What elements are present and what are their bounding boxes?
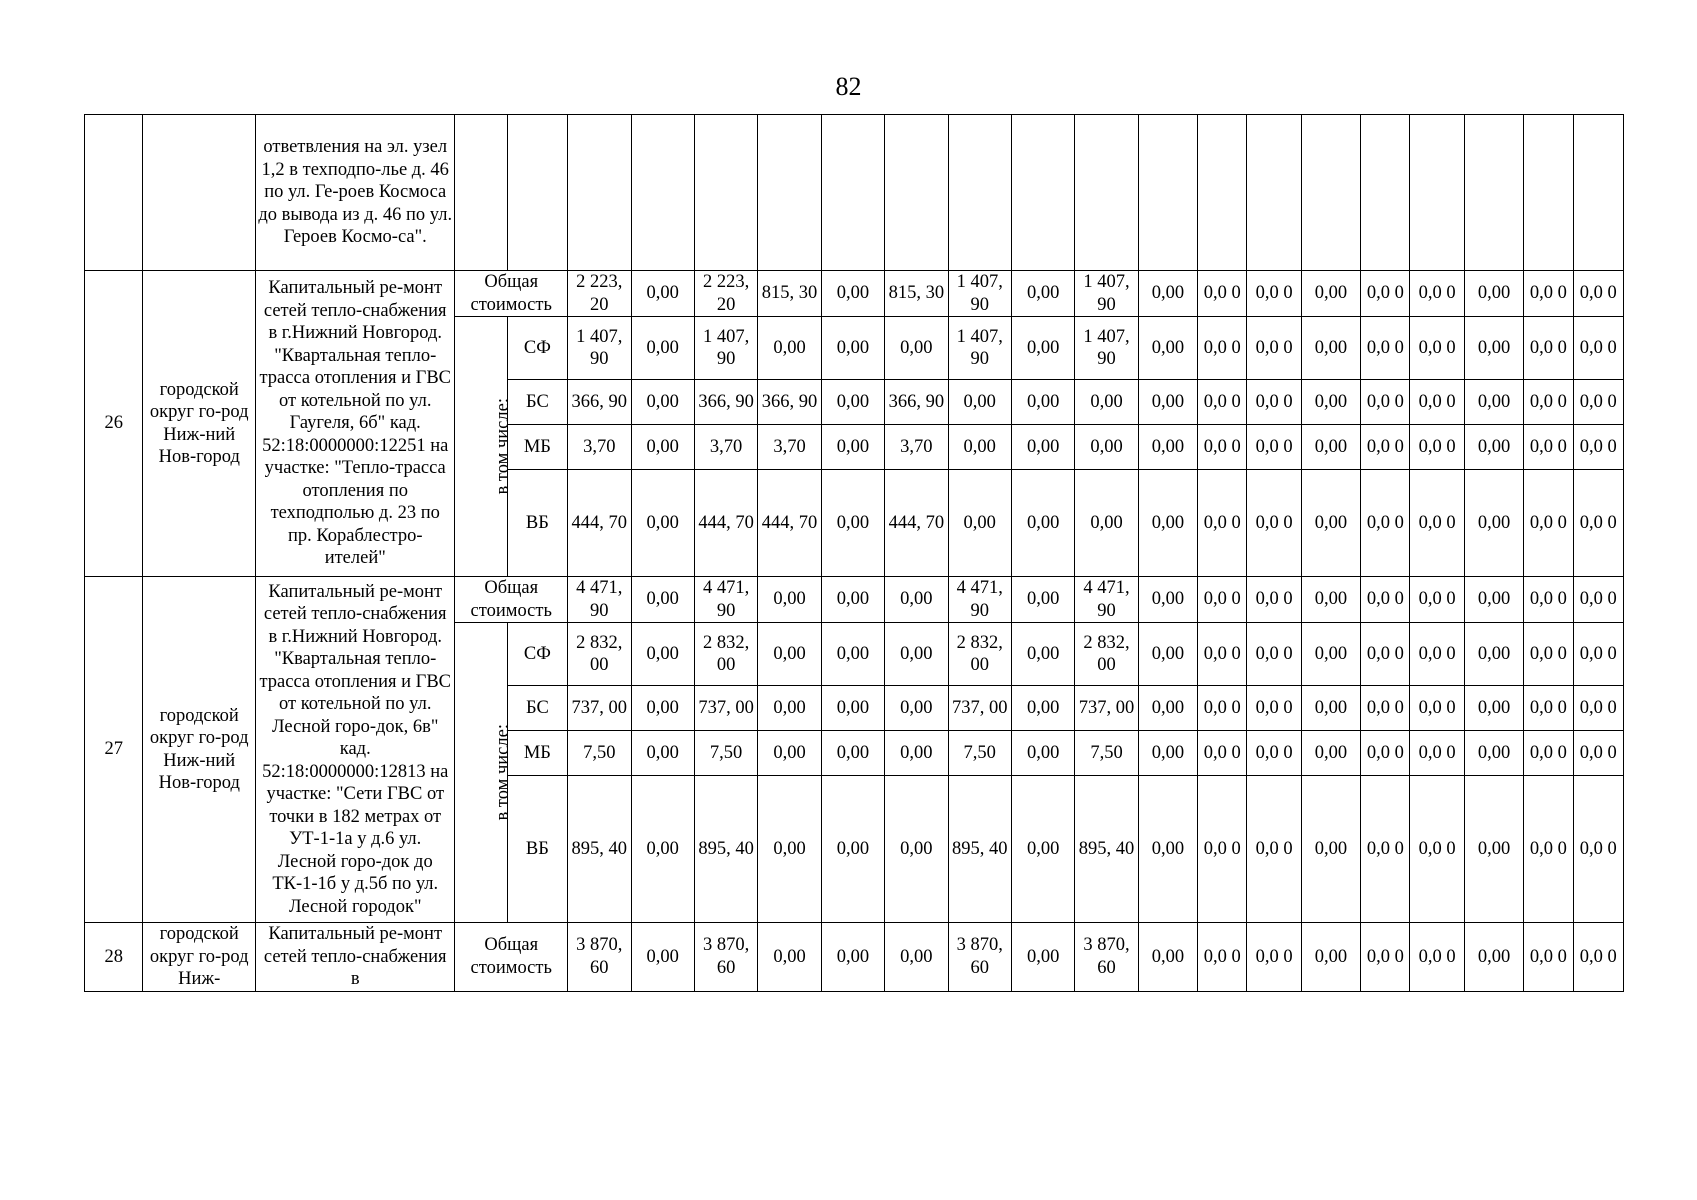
table-row: [85, 115, 1624, 271]
value-cell: 0,00: [1301, 686, 1360, 731]
value-cell: 0,00: [885, 623, 948, 686]
value-cell: 0,0 0: [1573, 317, 1624, 380]
value-cell: 0,0 0: [1524, 923, 1573, 992]
value-cell: 0,00: [758, 577, 821, 623]
value-cell: 0,0 0: [1198, 623, 1247, 686]
value-cell: 0,0 0: [1247, 776, 1301, 923]
value-cell: 0,00: [1301, 577, 1360, 623]
row-number-cell: 28: [85, 923, 143, 992]
value-cell: [948, 115, 1011, 271]
value-cell: 0,00: [1464, 776, 1523, 923]
value-cell: 0,00: [1464, 923, 1523, 992]
value-cell: 0,00: [1301, 470, 1360, 577]
value-cell: 0,00: [1464, 623, 1523, 686]
value-cell: 0,00: [1075, 380, 1138, 425]
value-cell: 4 471, 90: [694, 577, 757, 623]
value-cell: 0,0 0: [1247, 686, 1301, 731]
funding-table: [84, 114, 1624, 992]
value-cell: 0,0 0: [1198, 923, 1247, 992]
value-cell: 0,00: [821, 470, 884, 577]
value-cell: 0,00: [821, 923, 884, 992]
value-cell: 0,00: [758, 776, 821, 923]
value-cell: 0,00: [1464, 317, 1523, 380]
value-cell: 895, 40: [1075, 776, 1138, 923]
description-cell: ответвления на эл. узел 1,2 в техподпо-лье д. 46 по ул. Ге-роев Космоса до вывода из д. 46 по ул. Героев Космо-са".: [256, 115, 455, 271]
value-cell: [1198, 115, 1247, 271]
source-code-cell: ВБ: [507, 470, 567, 577]
value-cell: 0,00: [948, 380, 1011, 425]
value-cell: 366, 90: [885, 380, 948, 425]
value-cell: 0,00: [631, 776, 694, 923]
value-cell: 0,00: [758, 686, 821, 731]
value-cell: 0,0 0: [1410, 923, 1464, 992]
value-cell: [1138, 115, 1197, 271]
value-cell: 444, 70: [694, 470, 757, 577]
value-cell: 0,00: [1011, 380, 1074, 425]
value-cell: 1 407, 90: [948, 317, 1011, 380]
value-cell: 7,50: [948, 731, 1011, 776]
value-cell: 0,00: [821, 731, 884, 776]
value-cell: 1 407, 90: [694, 317, 757, 380]
value-cell: 3 870, 60: [568, 923, 631, 992]
value-cell: 0,0 0: [1361, 686, 1410, 731]
value-cell: 0,00: [821, 776, 884, 923]
value-cell: 0,00: [1464, 271, 1523, 317]
value-cell: 366, 90: [568, 380, 631, 425]
value-cell: 0,0 0: [1573, 731, 1624, 776]
value-cell: 0,0 0: [1247, 425, 1301, 470]
value-cell: 0,00: [1464, 686, 1523, 731]
value-cell: 0,00: [1138, 470, 1197, 577]
municipality-cell: [143, 115, 256, 271]
value-cell: 0,00: [631, 317, 694, 380]
value-cell: 0,0 0: [1361, 577, 1410, 623]
value-cell: 0,0 0: [1524, 686, 1573, 731]
value-cell: 0,00: [885, 317, 948, 380]
value-cell: 0,0 0: [1198, 425, 1247, 470]
value-cell: 0,00: [631, 470, 694, 577]
value-cell: [1247, 115, 1301, 271]
value-cell: 0,00: [1011, 317, 1074, 380]
value-cell: 0,00: [948, 425, 1011, 470]
value-cell: [568, 115, 631, 271]
source-code-cell: МБ: [507, 731, 567, 776]
value-cell: [1464, 115, 1523, 271]
value-cell: 0,00: [1138, 317, 1197, 380]
value-cell: 0,0 0: [1247, 271, 1301, 317]
value-cell: 737, 00: [1075, 686, 1138, 731]
value-cell: 0,00: [631, 425, 694, 470]
table-row: [85, 577, 1624, 623]
value-cell: 7,50: [1075, 731, 1138, 776]
value-cell: 0,0 0: [1573, 776, 1624, 923]
value-cell: [694, 115, 757, 271]
municipality-cell: городской округ го-род Ниж-ний Нов-город: [143, 577, 256, 923]
value-cell: 0,0 0: [1247, 470, 1301, 577]
value-cell: 0,0 0: [1247, 577, 1301, 623]
value-cell: 0,00: [758, 731, 821, 776]
value-cell: 0,0 0: [1247, 623, 1301, 686]
value-cell: 2 832, 00: [1075, 623, 1138, 686]
value-cell: 0,0 0: [1198, 577, 1247, 623]
value-cell: [1573, 115, 1624, 271]
description-cell: Капитальный ре-монт сетей тепло-снабжения в г.Нижний Новгород. "Квартальная тепло-трасса отопления и ГВС от котельной по ул. Гаугеля, 6б" кад. 52:18:0000000:12251 на участке: "Тепло-трасса отопления по техподполью д. 23 по пр. Кораблестро-ителей": [256, 271, 455, 577]
value-cell: 0,00: [631, 923, 694, 992]
source-code-cell: СФ: [507, 623, 567, 686]
value-cell: 0,0 0: [1247, 923, 1301, 992]
value-cell: [455, 115, 507, 271]
value-cell: 0,0 0: [1524, 380, 1573, 425]
source-code-cell: ВБ: [507, 776, 567, 923]
value-cell: [507, 115, 567, 271]
source-code-cell: СФ: [507, 317, 567, 380]
value-cell: 2 223, 20: [568, 271, 631, 317]
value-cell: [631, 115, 694, 271]
value-cell: 0,00: [821, 686, 884, 731]
value-cell: 4 471, 90: [948, 577, 1011, 623]
value-cell: 3,70: [694, 425, 757, 470]
value-cell: 0,0 0: [1524, 776, 1573, 923]
value-cell: 0,00: [1301, 776, 1360, 923]
value-cell: 815, 30: [758, 271, 821, 317]
value-cell: 0,0 0: [1524, 317, 1573, 380]
including-label-cell: [455, 317, 514, 577]
value-cell: [821, 115, 884, 271]
value-cell: 1 407, 90: [568, 317, 631, 380]
value-cell: 1 407, 90: [1075, 317, 1138, 380]
value-cell: 0,00: [948, 470, 1011, 577]
value-cell: [1301, 115, 1360, 271]
including-label-cell: [455, 623, 514, 923]
value-cell: 366, 90: [758, 380, 821, 425]
value-cell: 895, 40: [948, 776, 1011, 923]
value-cell: [885, 115, 948, 271]
value-cell: 0,00: [1464, 470, 1523, 577]
value-cell: 0,00: [821, 271, 884, 317]
table-row: [85, 923, 1624, 992]
value-cell: 0,0 0: [1198, 317, 1247, 380]
value-cell: 0,00: [1011, 623, 1074, 686]
value-cell: 0,0 0: [1524, 623, 1573, 686]
value-cell: 0,00: [1075, 425, 1138, 470]
row-number-cell: 27: [85, 577, 143, 923]
value-cell: 0,00: [631, 623, 694, 686]
value-cell: 0,00: [1138, 623, 1197, 686]
value-cell: 0,00: [1075, 470, 1138, 577]
value-cell: 0,0 0: [1198, 731, 1247, 776]
value-cell: 737, 00: [694, 686, 757, 731]
value-cell: 7,50: [694, 731, 757, 776]
value-cell: 0,0 0: [1361, 623, 1410, 686]
value-cell: 0,00: [631, 380, 694, 425]
value-cell: 0,0 0: [1361, 923, 1410, 992]
value-cell: 0,00: [1138, 577, 1197, 623]
value-cell: 737, 00: [948, 686, 1011, 731]
value-cell: 0,00: [821, 425, 884, 470]
value-cell: 0,0 0: [1361, 380, 1410, 425]
value-cell: 0,0 0: [1410, 776, 1464, 923]
value-cell: 0,00: [1011, 686, 1074, 731]
value-cell: 0,0 0: [1410, 623, 1464, 686]
value-cell: 0,00: [1464, 577, 1523, 623]
value-cell: 0,00: [885, 731, 948, 776]
value-cell: 0,0 0: [1410, 380, 1464, 425]
value-cell: 0,00: [1301, 271, 1360, 317]
value-cell: 1 407, 90: [1075, 271, 1138, 317]
value-cell: 0,0 0: [1573, 686, 1624, 731]
value-cell: 895, 40: [568, 776, 631, 923]
value-cell: 0,0 0: [1410, 577, 1464, 623]
source-code-cell: МБ: [507, 425, 567, 470]
value-cell: 0,00: [1301, 380, 1360, 425]
value-cell: 0,00: [1011, 470, 1074, 577]
including-label: в том числе:: [493, 398, 514, 495]
value-cell: 0,0 0: [1361, 425, 1410, 470]
value-cell: 0,00: [631, 271, 694, 317]
value-cell: 0,00: [1464, 380, 1523, 425]
value-cell: 0,00: [1301, 731, 1360, 776]
value-cell: 4 471, 90: [1075, 577, 1138, 623]
value-cell: 0,0 0: [1573, 623, 1624, 686]
value-cell: 0,0 0: [1198, 470, 1247, 577]
value-cell: 0,00: [1011, 731, 1074, 776]
value-cell: 0,0 0: [1573, 470, 1624, 577]
value-cell: 0,00: [1138, 923, 1197, 992]
value-cell: 0,0 0: [1410, 317, 1464, 380]
value-cell: 0,0 0: [1361, 317, 1410, 380]
value-cell: 0,00: [1138, 380, 1197, 425]
value-cell: 0,0 0: [1410, 731, 1464, 776]
value-cell: 2 832, 00: [948, 623, 1011, 686]
value-cell: 0,00: [1011, 923, 1074, 992]
row-number-cell: [85, 115, 143, 271]
value-cell: 444, 70: [758, 470, 821, 577]
value-cell: 1 407, 90: [948, 271, 1011, 317]
value-cell: 0,00: [1138, 731, 1197, 776]
value-cell: [1075, 115, 1138, 271]
value-cell: 0,0 0: [1361, 271, 1410, 317]
value-cell: 0,0 0: [1410, 425, 1464, 470]
value-cell: 0,0 0: [1198, 380, 1247, 425]
value-cell: 0,00: [1011, 776, 1074, 923]
value-cell: 0,00: [1138, 425, 1197, 470]
value-cell: 0,0 0: [1361, 776, 1410, 923]
table-row: [85, 271, 1624, 317]
value-cell: 0,00: [1301, 923, 1360, 992]
value-cell: 7,50: [568, 731, 631, 776]
value-cell: 0,00: [1011, 271, 1074, 317]
value-cell: 0,00: [758, 923, 821, 992]
value-cell: 0,0 0: [1198, 776, 1247, 923]
value-cell: [1524, 115, 1573, 271]
value-cell: 0,00: [1464, 731, 1523, 776]
value-cell: 2 832, 00: [568, 623, 631, 686]
value-cell: 0,00: [1464, 425, 1523, 470]
value-cell: 0,0 0: [1247, 317, 1301, 380]
value-cell: 3,70: [758, 425, 821, 470]
value-cell: 0,0 0: [1573, 425, 1624, 470]
value-cell: 0,00: [821, 317, 884, 380]
value-cell: 0,00: [758, 623, 821, 686]
value-cell: 0,00: [1301, 317, 1360, 380]
value-cell: 3,70: [885, 425, 948, 470]
value-cell: 2 223, 20: [694, 271, 757, 317]
value-cell: 0,0 0: [1410, 686, 1464, 731]
value-cell: 0,00: [885, 776, 948, 923]
value-cell: 3 870, 60: [1075, 923, 1138, 992]
value-cell: [758, 115, 821, 271]
value-cell: 0,0 0: [1524, 470, 1573, 577]
page-number: 82: [835, 72, 862, 101]
value-cell: 0,00: [885, 923, 948, 992]
value-cell: 2 832, 00: [694, 623, 757, 686]
value-cell: 444, 70: [885, 470, 948, 577]
including-label: в том числе:: [493, 724, 514, 821]
value-cell: 0,00: [1301, 425, 1360, 470]
value-cell: 4 471, 90: [568, 577, 631, 623]
value-cell: 0,0 0: [1410, 470, 1464, 577]
value-cell: 0,0 0: [1524, 271, 1573, 317]
value-cell: 895, 40: [694, 776, 757, 923]
value-cell: 3,70: [568, 425, 631, 470]
value-cell: [1410, 115, 1464, 271]
value-cell: 366, 90: [694, 380, 757, 425]
source-code-cell: БС: [507, 686, 567, 731]
value-cell: [1361, 115, 1410, 271]
source-code-cell: БС: [507, 380, 567, 425]
value-cell: 0,00: [631, 577, 694, 623]
value-cell: 0,0 0: [1247, 380, 1301, 425]
value-cell: 815, 30: [885, 271, 948, 317]
value-cell: 3 870, 60: [948, 923, 1011, 992]
description-cell: Капитальный ре-монт сетей тепло-снабжения в г.Нижний Новгород. "Квартальная тепло-трасса отопления и ГВС от котельной по ул. Лесной горо-док, 6в" кад. 52:18:0000000:12813 на участке: "Сети ГВС от точки в 182 метрах от УТ-1-1а у д.6 ул. Лесной горо-док до ТК-1-1б у д.5б по ул. Лесной городок": [256, 577, 455, 923]
value-cell: 0,00: [821, 577, 884, 623]
value-cell: 0,0 0: [1361, 470, 1410, 577]
value-cell: 0,0 0: [1410, 271, 1464, 317]
row-number-cell: 26: [85, 271, 143, 577]
value-cell: 0,00: [758, 317, 821, 380]
value-cell: 0,0 0: [1524, 731, 1573, 776]
total-cost-label: Общая стоимость: [455, 271, 568, 317]
value-cell: 0,0 0: [1198, 271, 1247, 317]
total-cost-label: Общая стоимость: [455, 923, 568, 992]
value-cell: 0,00: [1138, 776, 1197, 923]
value-cell: 0,00: [1301, 623, 1360, 686]
value-cell: 0,00: [631, 686, 694, 731]
value-cell: 0,00: [1011, 577, 1074, 623]
value-cell: 0,0 0: [1573, 380, 1624, 425]
municipality-cell: городской округ го-род Ниж-: [143, 923, 256, 992]
value-cell: 0,0 0: [1573, 271, 1624, 317]
value-cell: 0,00: [1138, 271, 1197, 317]
value-cell: 0,00: [631, 731, 694, 776]
value-cell: 0,0 0: [1247, 731, 1301, 776]
value-cell: 0,00: [821, 623, 884, 686]
municipality-cell: городской округ го-род Ниж-ний Нов-город: [143, 271, 256, 577]
value-cell: 0,00: [1138, 686, 1197, 731]
value-cell: 3 870, 60: [694, 923, 757, 992]
value-cell: 0,0 0: [1524, 425, 1573, 470]
value-cell: 737, 00: [568, 686, 631, 731]
value-cell: 0,00: [821, 380, 884, 425]
value-cell: 0,0 0: [1573, 577, 1624, 623]
value-cell: 0,0 0: [1361, 731, 1410, 776]
value-cell: 0,0 0: [1524, 577, 1573, 623]
value-cell: 0,0 0: [1573, 923, 1624, 992]
value-cell: 444, 70: [568, 470, 631, 577]
value-cell: 0,0 0: [1198, 686, 1247, 731]
value-cell: 0,00: [1011, 425, 1074, 470]
total-cost-label: Общая стоимость: [455, 577, 568, 623]
value-cell: [1011, 115, 1074, 271]
value-cell: 0,00: [885, 686, 948, 731]
value-cell: 0,00: [885, 577, 948, 623]
description-cell: Капитальный ре-монт сетей тепло-снабжения в: [256, 923, 455, 992]
